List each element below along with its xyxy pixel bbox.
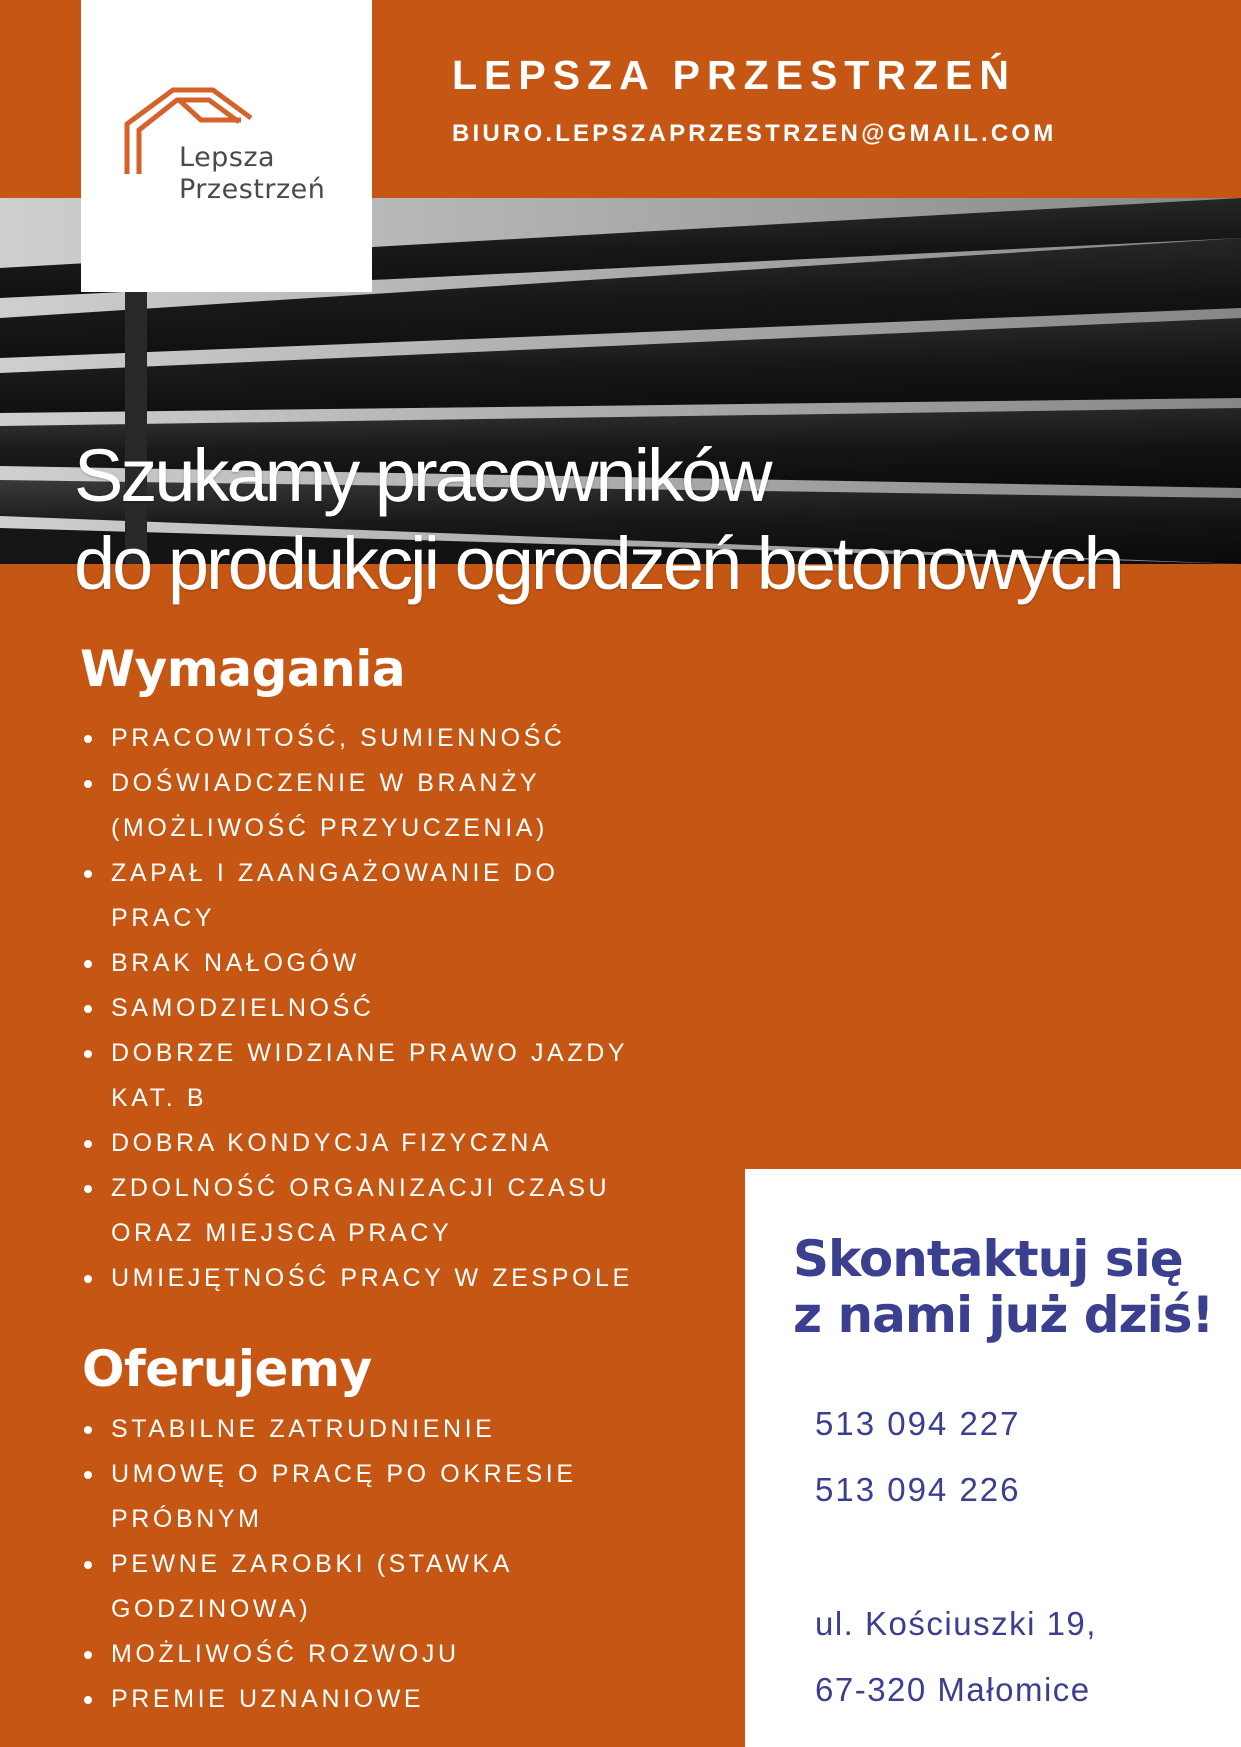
headline [74,432,1122,608]
bullet-icon [84,1651,92,1659]
bullet-icon [84,1561,92,1569]
bullet-icon [84,1005,92,1013]
headline-line2: do produkcji ogrodzeń betonowych [74,522,1122,605]
list-item: PEWNE ZAROBKI (STAWKA [81,1542,577,1587]
phone-number-2[interactable]: 513 094 226 [815,1471,1021,1508]
bullet-icon [84,1185,92,1193]
bullet-icon [84,960,92,968]
list-item-continued: GODZINOWA) [111,1595,312,1623]
company-email[interactable]: BIURO.LEPSZAPRZESTRZEN@GMAIL.COM [452,120,1057,147]
bullet-icon [84,780,92,788]
list-item: DOŚWIADCZENIE W BRANŻY [81,761,633,806]
list-item: UMOWĘ O PRACĘ PO OKRESIE [81,1452,577,1497]
bullet-icon [84,735,92,743]
phone-number-1[interactable]: 513 094 227 [815,1405,1021,1442]
contact-cta [793,1231,1213,1343]
logo [81,0,372,292]
contact-panel [745,1169,1241,1747]
logo-text-line1: Lepsza [179,142,276,173]
offer-list [81,1407,577,1722]
list-item-continued: (MOŻLIWOŚĆ PRZYUCZENIA) [111,814,548,842]
list-item-continued: PRÓBNYM [111,1505,263,1533]
list-item: ZDOLNOŚĆ ORGANIZACJI CZASU [81,1166,633,1211]
bullet-icon [84,1275,92,1283]
offer-title: Oferujemy [82,1340,372,1398]
list-item: SAMODZIELNOŚĆ [81,986,633,1031]
bullet-icon [84,1471,92,1479]
list-item: PREMIE UZNANIOWE [81,1677,577,1722]
list-item-continued: KAT. B [111,1084,208,1112]
logo-text-line2: Przestrzeń [179,174,326,205]
contact-cta-line1: Skontaktuj się [793,1230,1183,1288]
bullet-icon [84,1050,92,1058]
list-item: UMIEJĘTNOŚĆ PRACY W ZESPOLE [81,1256,633,1301]
bullet-icon [84,1140,92,1148]
list-item: DOBRZE WIDZIANE PRAWO JAZDY [81,1031,633,1076]
contact-cta-line2: z nami już dziś! [793,1286,1214,1344]
list-item: PRACOWITOŚĆ, SUMIENNOŚĆ [81,716,633,761]
requirements-list [81,716,633,1301]
bullet-icon [84,1696,92,1704]
bullet-icon [84,870,92,878]
list-item-continued: ORAZ MIEJSCA PRACY [111,1219,453,1247]
list-item: STABILNE ZATRUDNIENIE [81,1407,577,1452]
list-item: ZAPAŁ I ZAANGAŻOWANIE DO [81,851,633,896]
headline-line1: Szukamy pracowników [74,434,770,517]
address-line1: ul. Kościuszki 19, [815,1605,1097,1642]
list-item-continued: PRACY [111,904,216,932]
address-line2: 67-320 Małomice [815,1671,1091,1708]
requirements-title: Wymagania [80,640,406,698]
list-item: DOBRA KONDYCJA FIZYCZNA [81,1121,633,1166]
company-name: LEPSZA PRZESTRZEŃ [452,52,1016,98]
bullet-icon [84,1426,92,1434]
list-item: BRAK NAŁOGÓW [81,941,633,986]
list-item: MOŻLIWOŚĆ ROZWOJU [81,1632,577,1677]
